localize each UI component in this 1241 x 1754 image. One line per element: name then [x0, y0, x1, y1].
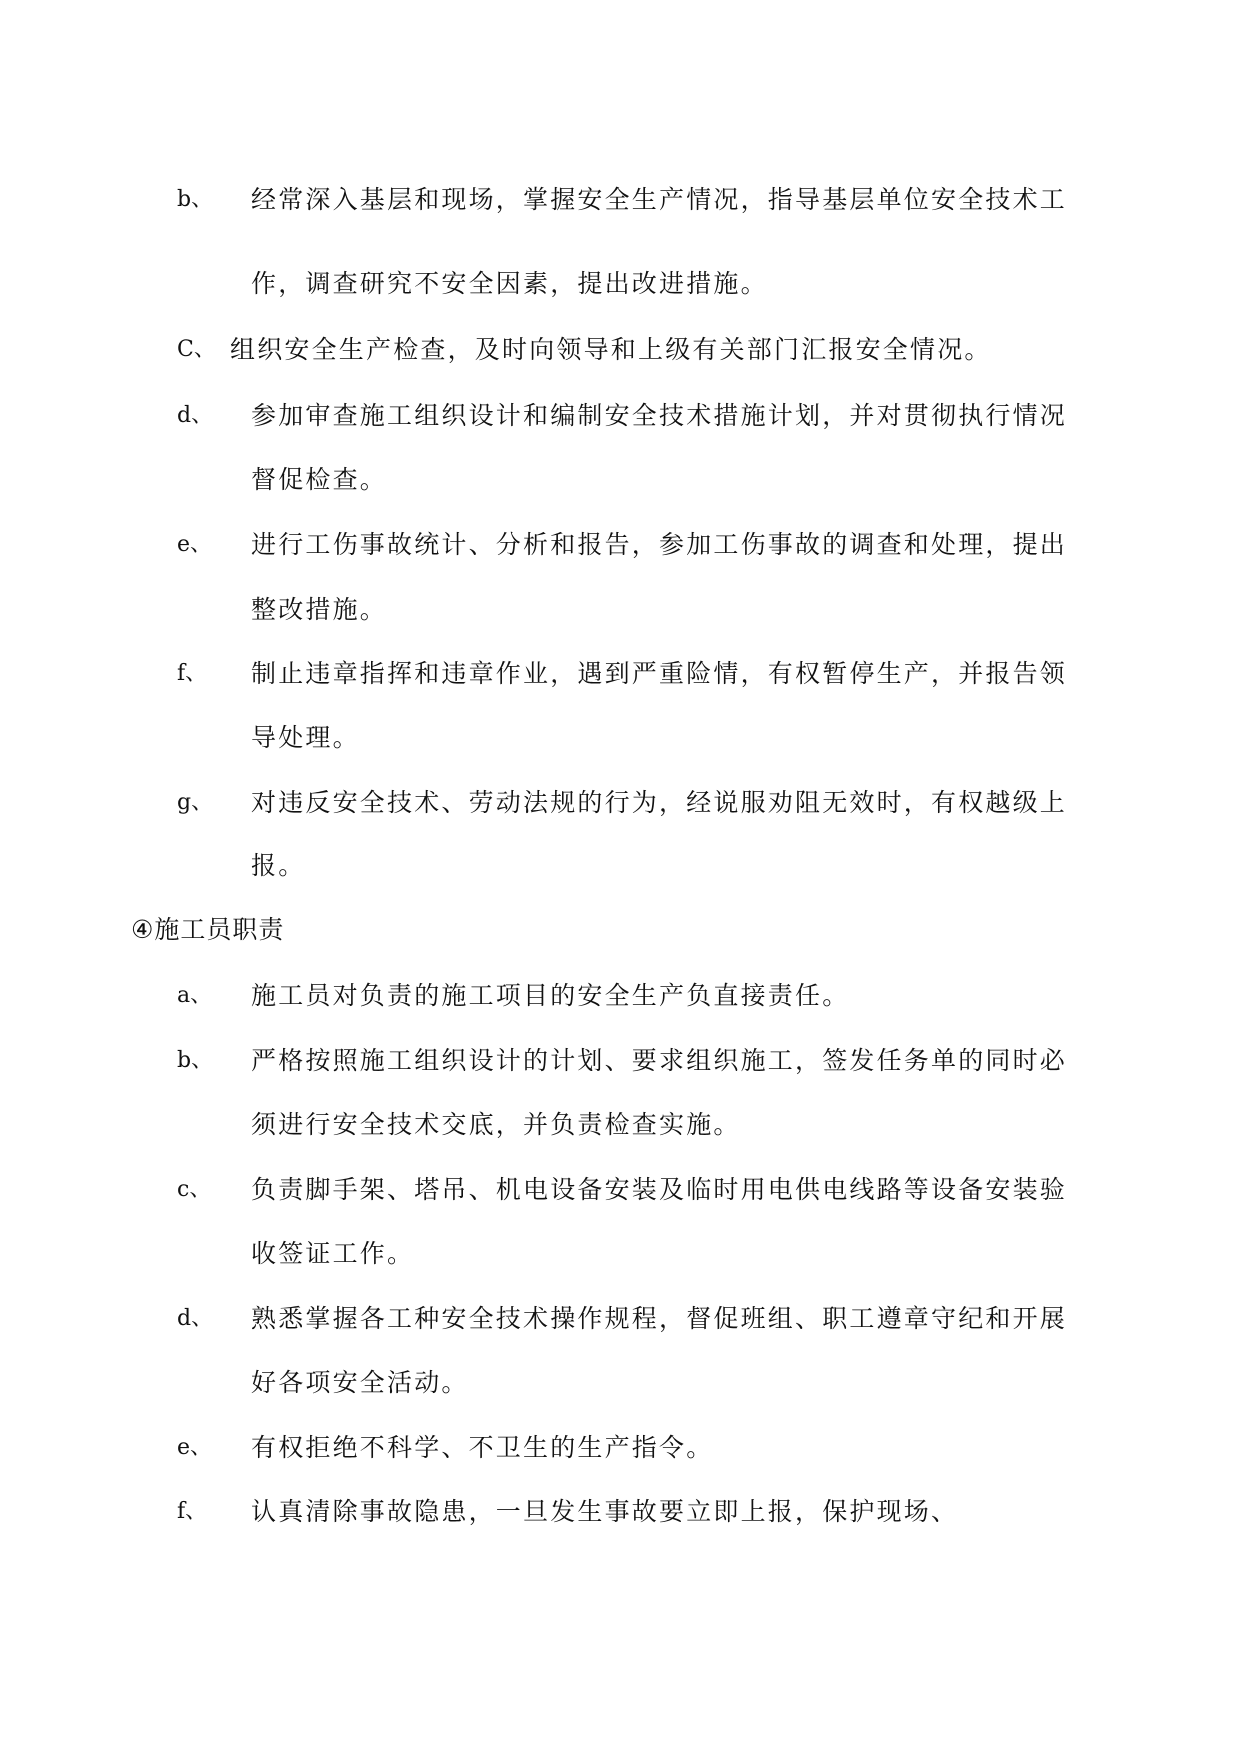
- list-item-text-continued: 须进行安全技术交底，并负责检查实施。: [251, 1110, 741, 1139]
- list-marker: g、: [177, 790, 214, 815]
- list-marker: b、: [177, 187, 214, 212]
- list-item-text-continued: 报。: [251, 851, 306, 880]
- list-item-text: 熟悉掌握各工种安全技术操作规程，督促班组、职工遵章守纪和开展: [251, 1304, 1068, 1333]
- list-marker: C、: [177, 337, 216, 362]
- list-item-text-continued: 督促检查。: [251, 465, 388, 494]
- list-marker: f、: [177, 1499, 208, 1524]
- list-item-text-continued: 整改措施。: [251, 595, 388, 624]
- list-marker: f、: [177, 661, 208, 686]
- list-item-text: 认真清除事故隐患，一旦发生事故要立即上报，保护现场、: [251, 1497, 959, 1526]
- list-item-text-continued: 好各项安全活动。: [251, 1368, 469, 1397]
- list-marker: a、: [177, 983, 213, 1008]
- list-marker: c、: [177, 1177, 212, 1202]
- list-marker: e、: [177, 1435, 213, 1460]
- list-item-text: 组织安全生产检查，及时向领导和上级有关部门汇报安全情况。: [230, 335, 992, 364]
- list-item-text: 经常深入基层和现场，掌握安全生产情况，指导基层单位安全技术工: [251, 185, 1068, 214]
- list-item-text: 负责脚手架、塔吊、机电设备安装及临时用电供电线路等设备安装验: [251, 1175, 1068, 1204]
- list-item-text-continued: 导处理。: [251, 723, 360, 752]
- list-marker: d、: [177, 1306, 214, 1331]
- section-heading: ④施工员职责: [131, 915, 285, 944]
- list-item-text: 制止违章指挥和违章作业，遇到严重险情，有权暂停生产，并报告领: [251, 659, 1068, 688]
- list-item-text: 对违反安全技术、劳动法规的行为，经说服劝阻无效时，有权越级上: [251, 788, 1068, 817]
- list-item-text-continued: 收签证工作。: [251, 1239, 415, 1268]
- list-marker: b、: [177, 1048, 214, 1073]
- list-item-text: 施工员对负责的施工项目的安全生产负直接责任。: [251, 981, 850, 1010]
- list-item-text: 进行工伤事故统计、分析和报告，参加工伤事故的调查和处理，提出: [251, 530, 1068, 559]
- list-item-text-continued: 作，调查研究不安全因素，提出改进措施。: [251, 269, 768, 298]
- list-marker: d、: [177, 403, 214, 428]
- list-marker: e、: [177, 532, 213, 557]
- list-item-text: 有权拒绝不科学、不卫生的生产指令。: [251, 1433, 714, 1462]
- list-item-text: 严格按照施工组织设计的计划、要求组织施工，签发任务单的同时必: [251, 1046, 1068, 1075]
- list-item-text: 参加审查施工组织设计和编制安全技术措施计划，并对贯彻执行情况: [251, 401, 1068, 430]
